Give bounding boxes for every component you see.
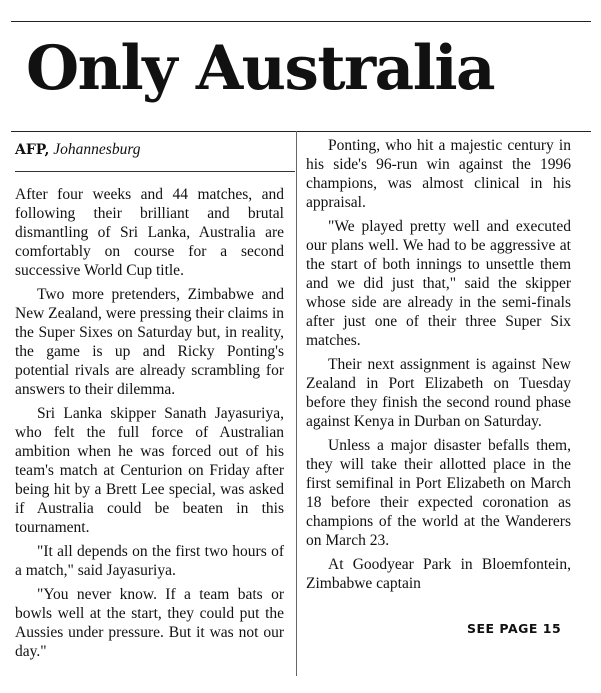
column-divider (296, 131, 297, 676)
headline: Only Australia (26, 33, 495, 104)
paragraph: At Goodyear Park in Bloemfontein, Zimbabwe captain (306, 556, 571, 592)
continued-on-link[interactable]: SEE PAGE 15 (467, 621, 562, 636)
paragraph: Sri Lanka skipper Sanath Jayasuriya, who felt the full force of Australian ambition when he was forced out of his team's match at Centurion on Friday after being hit by a Brett Lee special, was asked if Australia could be beaten in this tournament. (15, 405, 284, 536)
paragraph: Two more pretenders, Zimbabwe and New Zealand, were pressing their claims in the Super Sixes on Saturday but, in reality, the game is up and Ricky Ponting's potential rivals are already scrambling for answers to their dilemma. (15, 286, 285, 398)
byline-dateline: Johannesburg (53, 141, 141, 158)
paragraph: Unless a major disaster befalls them, they will take their allotted place in the first semifinal in Port Elizabeth on March 18 before their expected coronation as champions of the world at the Wanderers on March 23. (306, 437, 571, 549)
left-column (15, 140, 284, 666)
paragraph: After four weeks and 44 matches, and following their brilliant and brutal dismantling of Sri Lanka, Australia are comfortably on course for a second successive World Cup title. (15, 186, 284, 279)
paragraph: Ponting, who hit a majestic century in his side's 96-run win against the 1996 champions, was almost clinical in his appraisal. (306, 137, 571, 211)
top-rule (11, 21, 591, 22)
byline-rule (15, 171, 295, 172)
paragraph: "You never know. If a team bats or bowls well at the start, they could put the Aussies under pressure. But it was not our day." (15, 586, 284, 660)
right-column (306, 136, 571, 598)
paragraph: "It all depends on the first two hours of a match," said Jayasuriya. (15, 543, 284, 579)
headline-rule (11, 131, 591, 132)
byline-agency: AFP, (15, 142, 50, 158)
paragraph: Their next assignment is against New Zealand in Port Elizabeth on Tuesday before they finish the second round phase against Kenya in Durban on Saturday. (306, 356, 571, 430)
paragraph: "We played pretty well and executed our plans well. We had to be aggressive at the start of both innings to unsettle them and we did just that," said the skipper whose side are already in the semi-finals after just one of their three Super Six matches. (306, 218, 571, 349)
byline (15, 140, 284, 160)
